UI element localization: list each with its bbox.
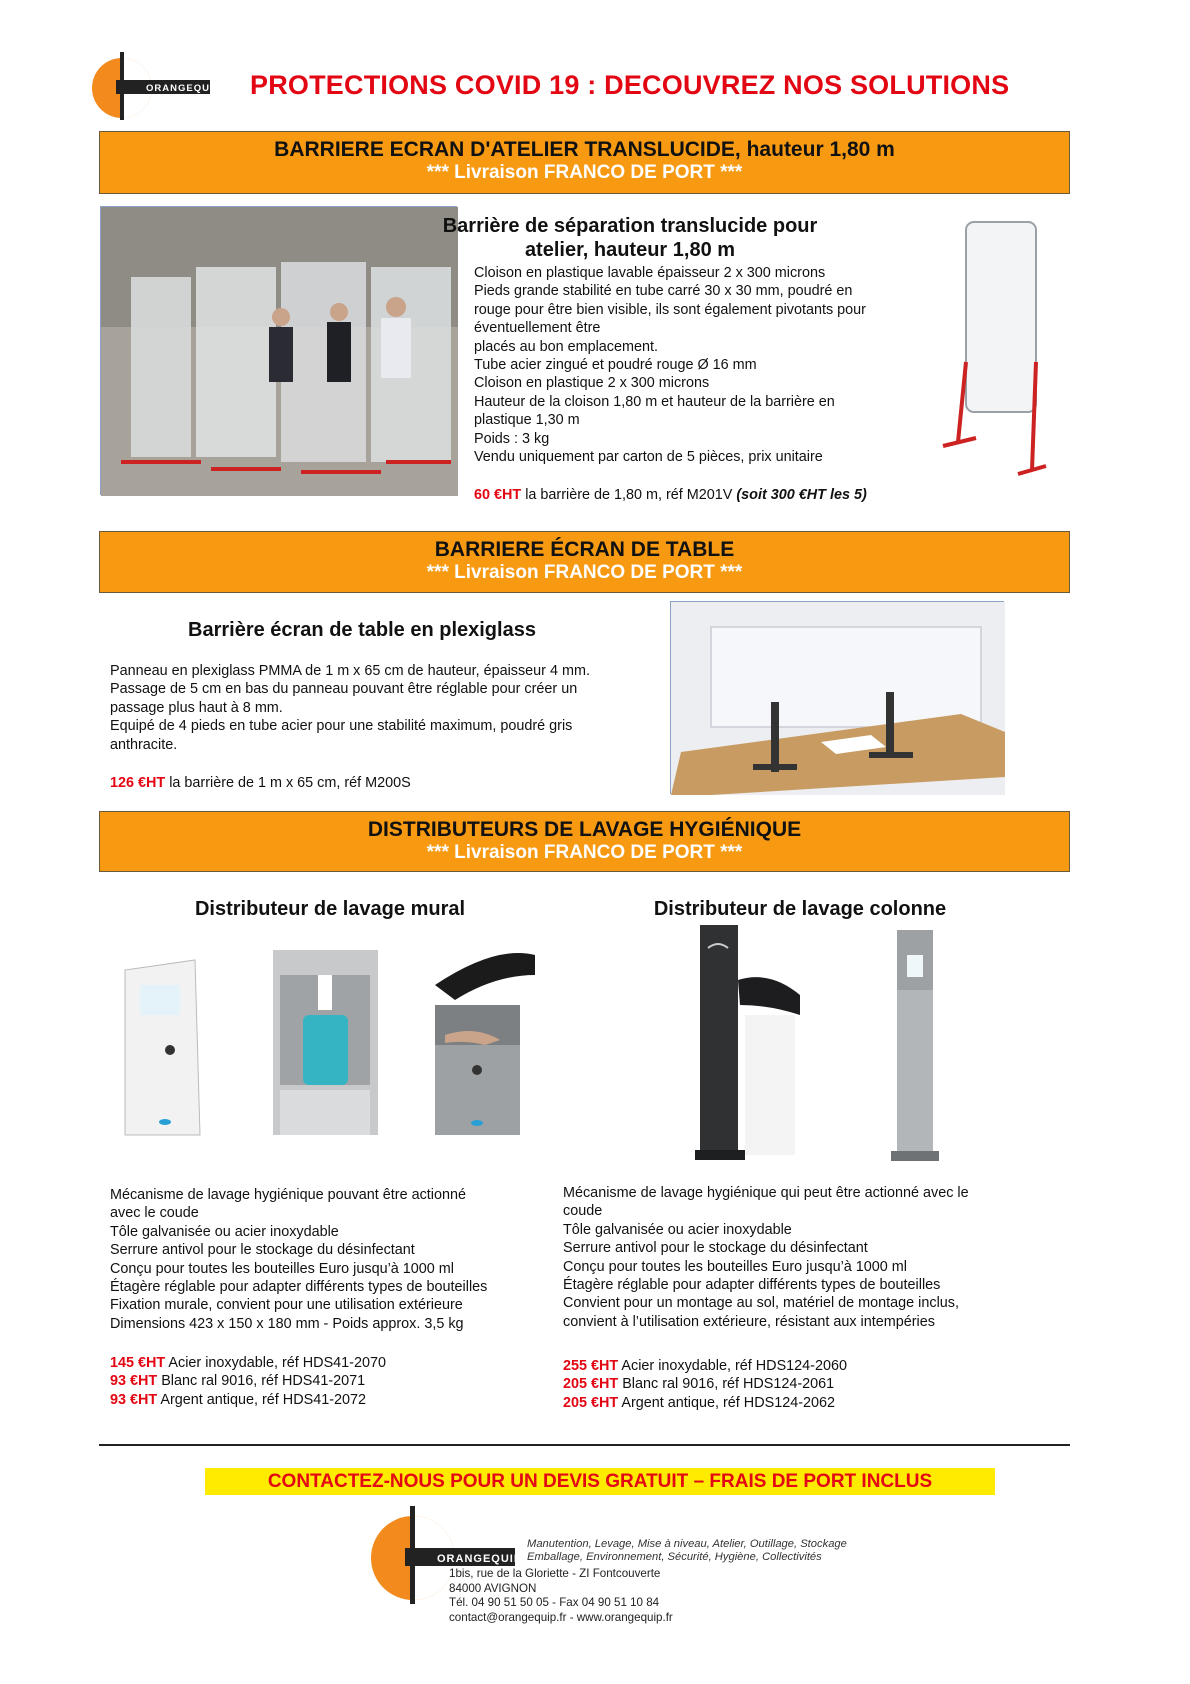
heading-line: Barrière de séparation translucide pour (442, 215, 818, 237)
price-line (563, 1394, 1033, 1412)
table-barrier-price (110, 774, 610, 792)
banner-subtitle: *** Livraison FRANCO DE PORT *** (426, 562, 743, 583)
column-dispenser-prices (563, 1357, 1033, 1412)
table-barrier-description (110, 662, 670, 754)
description-line: Cloison en plastique 2 x 300 microns (474, 375, 710, 392)
tagline-line: Emballage, Environnement, Sécurité, Hygiène, Collectivités (527, 1551, 822, 1563)
heading-line: atelier, hauteur 1,80 m (524, 239, 736, 261)
description-line: Tôle galvanisée ou acier inoxydable (110, 1223, 339, 1240)
banner-title: DISTRIBUTEURS DE LAVAGE HYGIÉNIQUE (367, 818, 802, 841)
description-line: Serrure antivol pour le stockage du désinfectant (563, 1240, 868, 1257)
description-line: rouge pour être bien visible, ils sont également pivotants pour (474, 301, 866, 318)
wall-dispenser-heading: Distributeur de lavage mural (194, 898, 466, 920)
description-line: plastique 1,30 m (474, 412, 580, 429)
price-value: 60 €HT (474, 487, 522, 503)
description-line: Poids : 3 kg (474, 430, 550, 447)
price-text: Blanc ral 9016, réf HDS41-2071 (157, 1373, 366, 1390)
banner-title: BARRIERE ÉCRAN DE TABLE (434, 538, 735, 561)
description-line: Vendu uniquement par carton de 5 pièces, prix unitaire (474, 449, 823, 466)
price-value: 93 €HT (110, 1391, 158, 1408)
silver-wall-dispenser-image (415, 945, 535, 1140)
section-banner-table-barrier (99, 531, 1070, 593)
divider-line (99, 1444, 555, 1446)
description-line: Hauteur de la cloison 1,80 m et hauteur de la barrière en (474, 393, 835, 410)
description-line: avec le coude (110, 1205, 199, 1222)
description-line: éventuellement être (474, 320, 601, 337)
price-text: la barrière de 1 m x 65 cm, réf M200S (165, 775, 411, 791)
price-value: 145 €HT (110, 1355, 166, 1371)
open-wall-dispenser-image (268, 945, 383, 1140)
workshop-barrier-photo (100, 206, 457, 495)
price-line (563, 1357, 1033, 1375)
description-line: Pieds grande stabilité en tube carré 30 x 30 mm, poudré en (474, 283, 853, 300)
banner-subtitle: *** Livraison FRANCO DE PORT *** (426, 842, 743, 863)
contact-web-line[interactable]: contact@orangequip.fr - www.orangequip.fr (449, 1610, 673, 1624)
price-value: 205 €HT (563, 1376, 619, 1393)
description-line: Fixation murale, convient pour une utilisation extérieure (110, 1297, 463, 1314)
description-line: Serrure antivol pour le stockage du désinfectant (110, 1242, 415, 1259)
price-text: Argent antique, réf HDS41-2072 (157, 1391, 367, 1408)
description-line: Convient pour un montage au sol, matériel de montage inclus, (563, 1295, 959, 1312)
column-dispenser-description (563, 1184, 1033, 1331)
banner-subtitle: *** Livraison FRANCO DE PORT *** (426, 162, 743, 183)
wall-dispenser-prices (110, 1354, 580, 1409)
price-line (563, 1375, 1033, 1393)
description-line: Étagère réglable pour adapter différents types de bouteilles (110, 1279, 488, 1296)
price-text: Blanc ral 9016, réf HDS124-2061 (618, 1376, 835, 1393)
address-line: 84000 AVIGNON (449, 1581, 537, 1595)
workshop-barrier-price (474, 486, 944, 504)
white-wall-dispenser-image (110, 950, 210, 1140)
workshop-barrier-description (474, 264, 924, 466)
price-value: 205 €HT (563, 1394, 619, 1411)
description-line: Equipé de 4 pieds en tube acier pour une stabilité maximum, poudré gris (110, 718, 573, 735)
description-line: Cloison en plastique lavable épaisseur 2 x 300 microns (474, 265, 826, 281)
description-line: Mécanisme de lavage hygiénique qui peut être actionné avec le (563, 1185, 969, 1201)
description-line: Tube acier zingué et poudré rouge Ø 16 mm (474, 357, 757, 374)
single-barrier-image (938, 212, 1048, 488)
description-line: placés au bon emplacement. (474, 338, 658, 355)
price-line (110, 1372, 580, 1390)
page-title: PROTECTIONS COVID 19 : DECOUVREZ NOS SOLUTIONS (250, 70, 1010, 100)
workshop-barrier-heading (440, 214, 820, 262)
logo-text: ORANGEQUIP (437, 1553, 523, 1565)
price-text: Acier inoxydable, réf HDS41-2070 (165, 1355, 386, 1371)
description-line: passage plus haut à 8 mm. (110, 699, 283, 716)
description-line: Étagère réglable pour adapter différents types de bouteilles (563, 1277, 941, 1294)
price-value: 255 €HT (563, 1358, 619, 1374)
table-barrier-heading: Barrière écran de table en plexiglass (188, 619, 536, 641)
tagline-line: Manutention, Levage, Mise à niveau, Atelier, Outillage, Stockage (527, 1538, 847, 1550)
description-line: anthracite. (110, 736, 178, 753)
address-line: 1bis, rue de la Gloriette - ZI Fontcouverte (449, 1567, 661, 1580)
price-text: Argent antique, réf HDS124-2062 (618, 1394, 836, 1411)
wall-dispenser-description (110, 1186, 580, 1333)
description-line: convient à l’utilisation extérieure, résistant aux intempéries (563, 1313, 935, 1330)
footer-address (449, 1567, 749, 1625)
description-line: Mécanisme de lavage hygiénique pouvant être actionné (110, 1187, 467, 1203)
black-column-dispenser-image (690, 920, 800, 1165)
section-banner-dispensers (99, 811, 1070, 872)
description-line: coude (563, 1203, 603, 1220)
footer-tagline (527, 1538, 857, 1564)
description-line: Conçu pour toutes les bouteilles Euro jusqu’à 1000 ml (563, 1258, 907, 1275)
description-line: Conçu pour toutes les bouteilles Euro jusqu’à 1000 ml (110, 1260, 454, 1277)
description-line: Tôle galvanisée ou acier inoxydable (563, 1221, 792, 1238)
table-barrier-photo (670, 601, 1004, 794)
steel-column-dispenser-image (885, 925, 945, 1165)
logo-text: ORANGEQUIP (146, 83, 221, 94)
description-line: Panneau en plexiglass PMMA de 1 m x 65 cm de hauteur, épaisseur 4 mm. (110, 663, 590, 679)
orangequip-logo (86, 50, 221, 122)
price-text: la barrière de 1,80 m, réf M201V (521, 487, 737, 503)
phone-line: Tél. 04 90 51 50 05 - Fax 04 90 51 10 84 (449, 1596, 660, 1609)
price-text: Acier inoxydable, réf HDS124-2060 (618, 1358, 847, 1374)
price-value: 93 €HT (110, 1373, 158, 1390)
description-line: Passage de 5 cm en bas du panneau pouvant être réglable pour créer un (110, 681, 578, 698)
divider-line (555, 1444, 1070, 1446)
banner-title: BARRIERE ECRAN D'ATELIER TRANSLUCIDE, hauteur 1,80 m (274, 138, 895, 161)
price-line (110, 1391, 580, 1409)
price-value: 126 €HT (110, 775, 166, 791)
contact-banner: CONTACTEZ-NOUS POUR UN DEVIS GRATUIT – FRAIS DE PORT INCLUS (205, 1468, 995, 1495)
price-line (110, 1354, 580, 1372)
price-note: (soit 300 €HT les 5) (736, 487, 867, 503)
section-banner-workshop-barrier (99, 131, 1070, 194)
column-dispenser-heading: Distributeur de lavage colonne (653, 898, 947, 920)
description-line: Dimensions 423 x 150 x 180 mm - Poids approx. 3,5 kg (110, 1315, 464, 1332)
